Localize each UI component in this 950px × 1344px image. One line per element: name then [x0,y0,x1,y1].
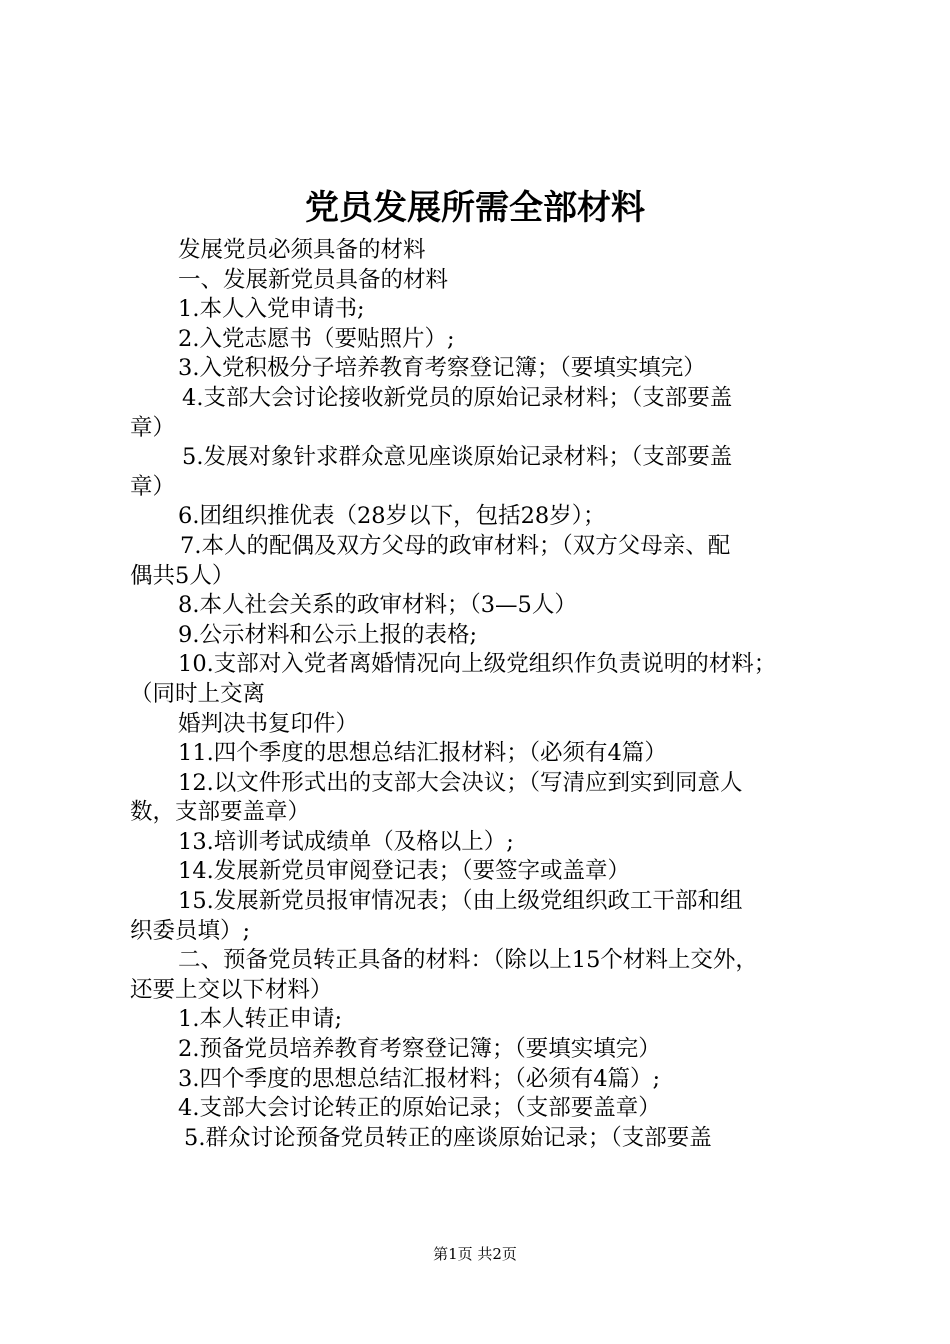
list-item-continuation: 数，支部要盖章） [130,799,311,826]
list-item: 5.群众讨论预备党员转正的座谈原始记录；（支部要盖 [184,1124,712,1151]
list-item: 13.培训考试成绩单（及格以上）; [178,828,514,855]
section-heading: 二、预备党员转正具备的材料：（除以上15个材料上交外， [178,947,758,974]
list-item-continuation: 偶共5人） [130,562,235,589]
list-item: 6.团组织推优表（28岁以下，包括28岁）； [178,503,606,530]
list-item: 3.四个季度的思想总结汇报材料；（必须有4篇）; [178,1065,661,1092]
list-item: 9.公示材料和公示上报的表格; [178,621,478,648]
list-item: 5.发展对象针求群众意见座谈原始记录材料；（支部要盖 [182,444,733,471]
list-item: 3.入党积极分子培养教育考察登记簿；（要填实填完） [178,355,706,382]
list-item-continuation: 章） [130,414,176,441]
list-item-continuation: 织委员填）; [130,917,251,944]
list-item: 1.本人入党申请书; [178,296,365,323]
list-item-continuation: （同时上交离 [130,680,266,707]
body-line: 发展党员必须具备的材料 [178,237,426,263]
list-item: 11.四个季度的思想总结汇报材料；（必须有4篇） [178,740,667,767]
list-item: 10.支部对入党者离婚情况向上级党组织作负责说明的材料； [178,651,777,678]
list-item: 7.本人的配偶及双方父母的政审材料；（双方父母亲、配 [180,532,731,559]
list-item-continuation: 婚判决书复印件） [178,710,359,737]
list-item: 12.以文件形式出的支部大会决议；（写清应到实到同意人 [178,769,743,796]
document-body [130,236,835,1153]
list-item: 8.本人社会关系的政审材料；（3—5人） [178,592,577,619]
list-item: 4.支部大会讨论转正的原始记录；（支部要盖章） [178,1095,661,1122]
list-item: 1.本人转正申请; [178,1006,343,1033]
list-item: 4.支部大会讨论接收新党员的原始记录材料；（支部要盖 [182,384,733,411]
list-item-continuation: 章） [130,473,176,500]
section-heading-continuation: 还要上交以下材料） [130,976,333,1003]
page-number: 第1页 共2页 [433,1245,517,1263]
section-heading: 一、发展新党员具备的材料 [178,266,449,293]
list-item: 15.发展新党员报审情况表；（由上级党组织政工干部和组 [178,888,743,915]
list-item: 14.发展新党员审阅登记表；（要签字或盖章） [178,858,631,885]
document-title: 党员发展所需全部材料 [305,188,645,228]
list-item: 2.预备党员培养教育考察登记簿；（要填实填完） [178,1036,661,1063]
list-item: 2.入党志愿书（要贴照片）; [178,325,455,352]
